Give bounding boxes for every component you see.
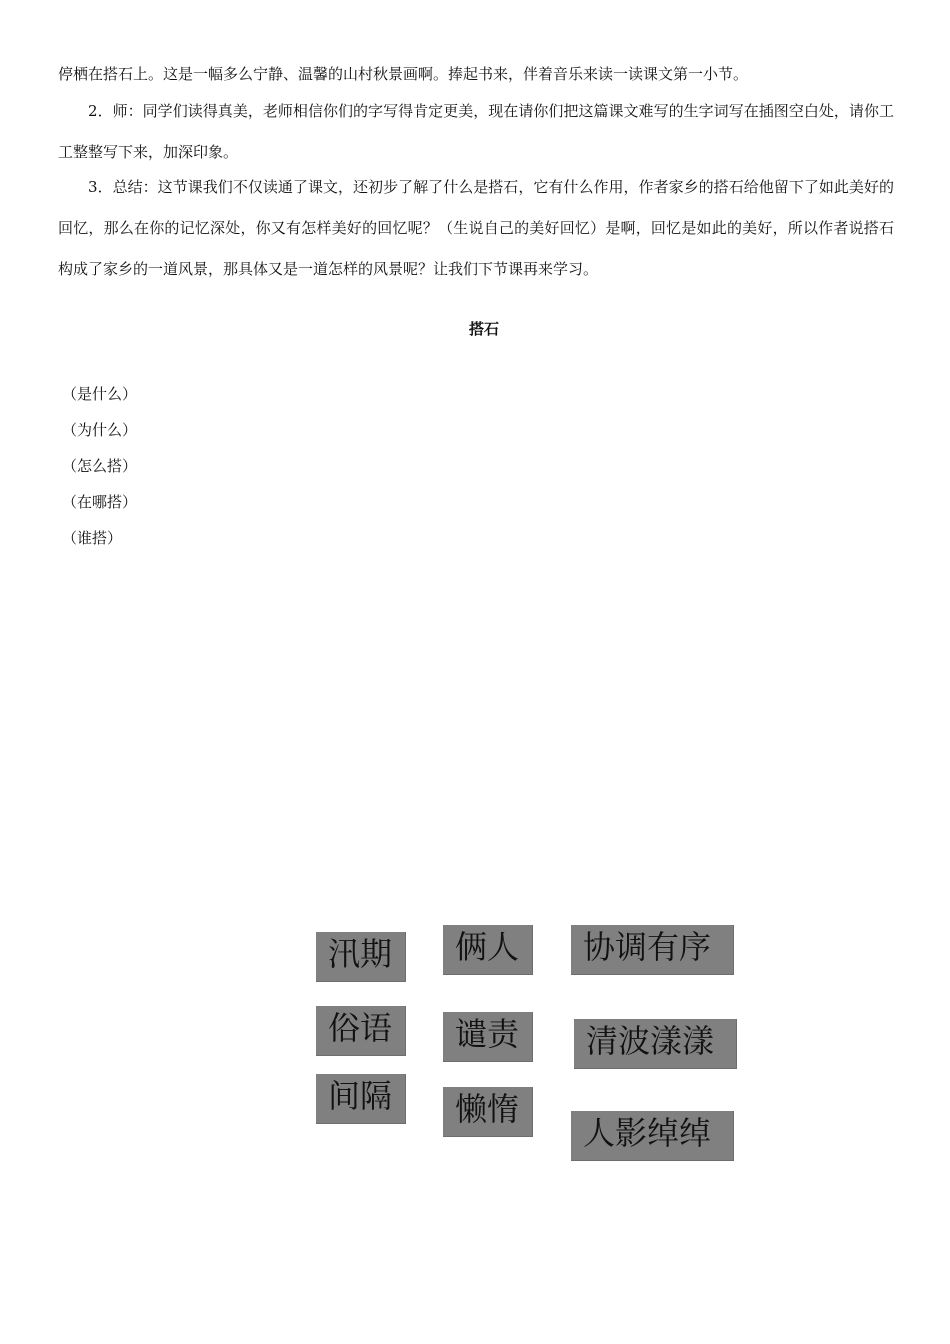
word-card-jiange: 间隔 xyxy=(316,1074,406,1124)
board-title: 搭石 xyxy=(468,320,499,338)
word-card-renyingchuochuo: 人影绰绰 xyxy=(571,1111,734,1161)
word-card-qianze: 谴责 xyxy=(443,1012,533,1062)
outline-item-who: （谁搭） xyxy=(62,529,123,547)
word-card-xunqi: 汛期 xyxy=(316,932,406,982)
word-card-liaren: 俩人 xyxy=(443,925,533,975)
word-card-qingboyangyang: 清波漾漾 xyxy=(574,1019,737,1069)
word-card-xietiaoyouxu: 协调有序 xyxy=(571,925,734,975)
paragraph-continued: 停栖在搭石上。这是一幅多么宁静、温馨的山村秋景画啊。捧起书来，伴着音乐来读一读课文第一小节。 xyxy=(58,65,749,83)
outline-item-where: （在哪搭） xyxy=(62,493,138,511)
paragraph-2-teacher: 2．师：同学们读得真美，老师相信你们的字写得肯定更美，现在请你们把这篇课文难写的生字词写在插图空白处，请你工工整整写下来，加深印象。 xyxy=(58,102,894,161)
outline-item-how: （怎么搭） xyxy=(62,457,138,475)
outline-item-why: （为什么） xyxy=(62,421,138,439)
word-card-suyu: 俗语 xyxy=(316,1006,406,1056)
outline-item-what: （是什么） xyxy=(62,385,138,403)
board-outline xyxy=(62,376,137,556)
word-card-landuo: 懒惰 xyxy=(443,1087,533,1137)
paragraph-3-summary: 3．总结：这节课我们不仅读通了课文，还初步了解了什么是搭石，它有什么作用，作者家乡的搭石给他留下了如此美好的回忆，那么在你的记忆深处，你又有怎样美好的回忆呢？（生说自己的美好回忆）是啊，回忆是如此的美好，所以作者说搭石构成了家乡的一道风景，那具体又是一道怎样的风景呢？让我们下节课再来学习。 xyxy=(58,178,894,278)
